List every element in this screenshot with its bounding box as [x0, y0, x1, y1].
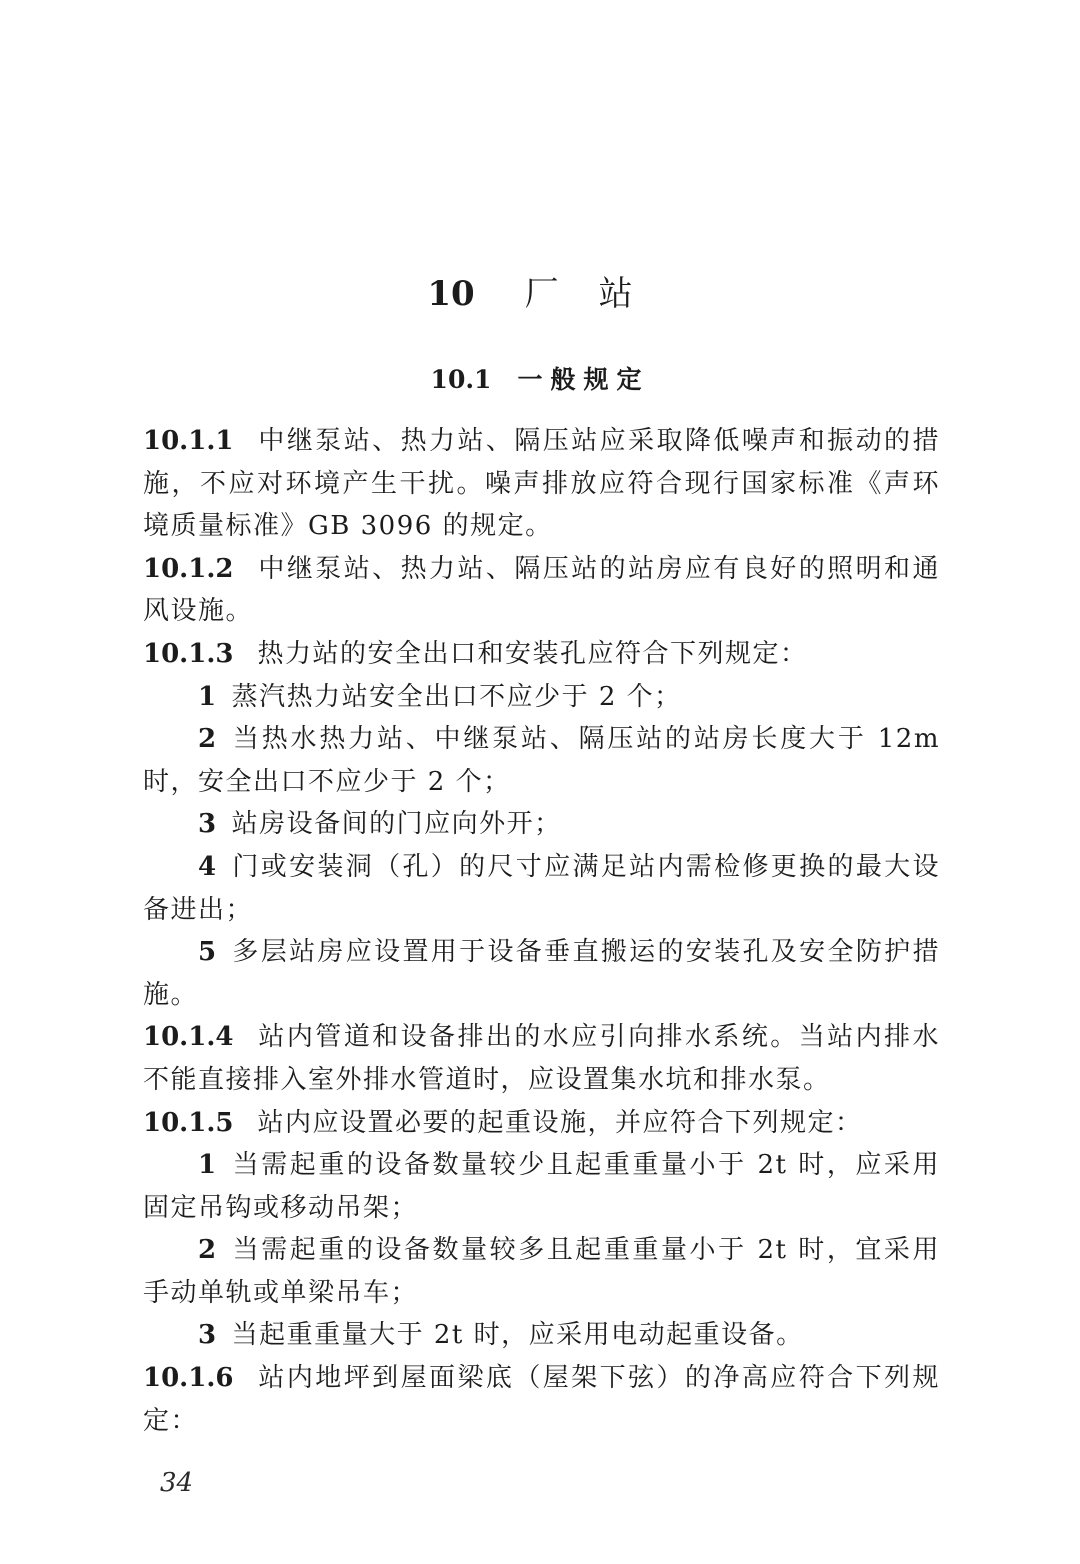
chapter-title-char-2: 站 [598, 274, 633, 314]
clause-10-1-6 [143, 1357, 940, 1442]
list-item [143, 803, 940, 846]
section-title-text: 一般规定 [517, 365, 650, 394]
clause-text: 站内应设置必要的起重设施，并应符合下列规定： [257, 1107, 863, 1138]
clause-number: 10.1.4 [143, 1022, 234, 1053]
list-item [143, 718, 940, 803]
chapter-title-char-1: 厂 [524, 274, 559, 314]
list-item [143, 931, 940, 1016]
item-text: 当起重重量大于 2t 时，应采用电动起重设备。 [231, 1320, 804, 1351]
clause-10-1-2 [143, 548, 940, 633]
chapter-number: 10 [427, 274, 475, 314]
clause-10-1-4 [143, 1016, 940, 1101]
item-text: 多层站房应设置用于设备垂直搬运的安装孔及安全防护措施。 [143, 937, 940, 1010]
clause-number: 10.1.6 [143, 1363, 234, 1394]
clause-10-1-1 [143, 420, 940, 548]
clause-text: 中继泵站、热力站、隔压站应采取降低噪声和振动的措施，不应对环境产生干扰。噪声排放应符合现行国家标准《声环境质量标准》GB 3096 的规定。 [143, 426, 940, 542]
clause-text: 站内管道和设备排出的水应引向排水系统。当站内排水不能直接排入室外排水管道时，应设置集水坑和排水泵。 [143, 1022, 940, 1095]
item-number: 3 [198, 809, 218, 840]
item-number: 4 [198, 851, 218, 882]
clause-10-1-3 [143, 633, 940, 676]
clause-number: 10.1.5 [143, 1107, 234, 1138]
item-text: 当需起重的设备数量较少且起重重量小于 2t 时，应采用固定吊钩或移动吊架； [143, 1150, 940, 1223]
section-title [0, 360, 1080, 400]
section-number: 10.1 [430, 365, 492, 394]
clause-number: 10.1.1 [143, 426, 234, 456]
item-number: 1 [198, 1150, 218, 1181]
body-text [143, 420, 940, 1442]
clause-number: 10.1.2 [143, 553, 234, 584]
page-number: 34 [160, 1468, 194, 1498]
list-item [143, 1229, 940, 1314]
item-number: 1 [198, 681, 218, 712]
item-number: 2 [198, 1235, 218, 1266]
chapter-title [0, 266, 1080, 322]
clause-number: 10.1.3 [143, 638, 234, 669]
item-text: 蒸汽热力站安全出口不应少于 2 个； [231, 681, 682, 712]
item-text: 站房设备间的门应向外开； [231, 809, 562, 840]
list-item [143, 1314, 940, 1357]
clause-10-1-5 [143, 1102, 940, 1145]
list-item [143, 846, 940, 931]
item-number: 2 [198, 724, 218, 755]
item-number: 5 [198, 937, 218, 968]
clause-text: 热力站的安全出口和安装孔应符合下列规定： [257, 638, 808, 669]
list-item [143, 676, 940, 719]
item-text: 当需起重的设备数量较多且起重重量小于 2t 时，宜采用手动单轨或单梁吊车； [143, 1235, 940, 1308]
item-text: 门或安装洞（孔）的尺寸应满足站内需检修更换的最大设备进出； [143, 851, 940, 925]
item-number: 3 [198, 1320, 218, 1351]
clause-text: 中继泵站、热力站、隔压站的站房应有良好的照明和通风设施。 [143, 553, 940, 627]
item-text: 当热水热力站、中继泵站、隔压站的站房长度大于 12m 时，安全出口不应少于 2 个； [143, 724, 940, 797]
clause-text: 站内地坪到屋面梁底（屋架下弦）的净高应符合下列规定： [143, 1363, 940, 1436]
list-item [143, 1144, 940, 1229]
